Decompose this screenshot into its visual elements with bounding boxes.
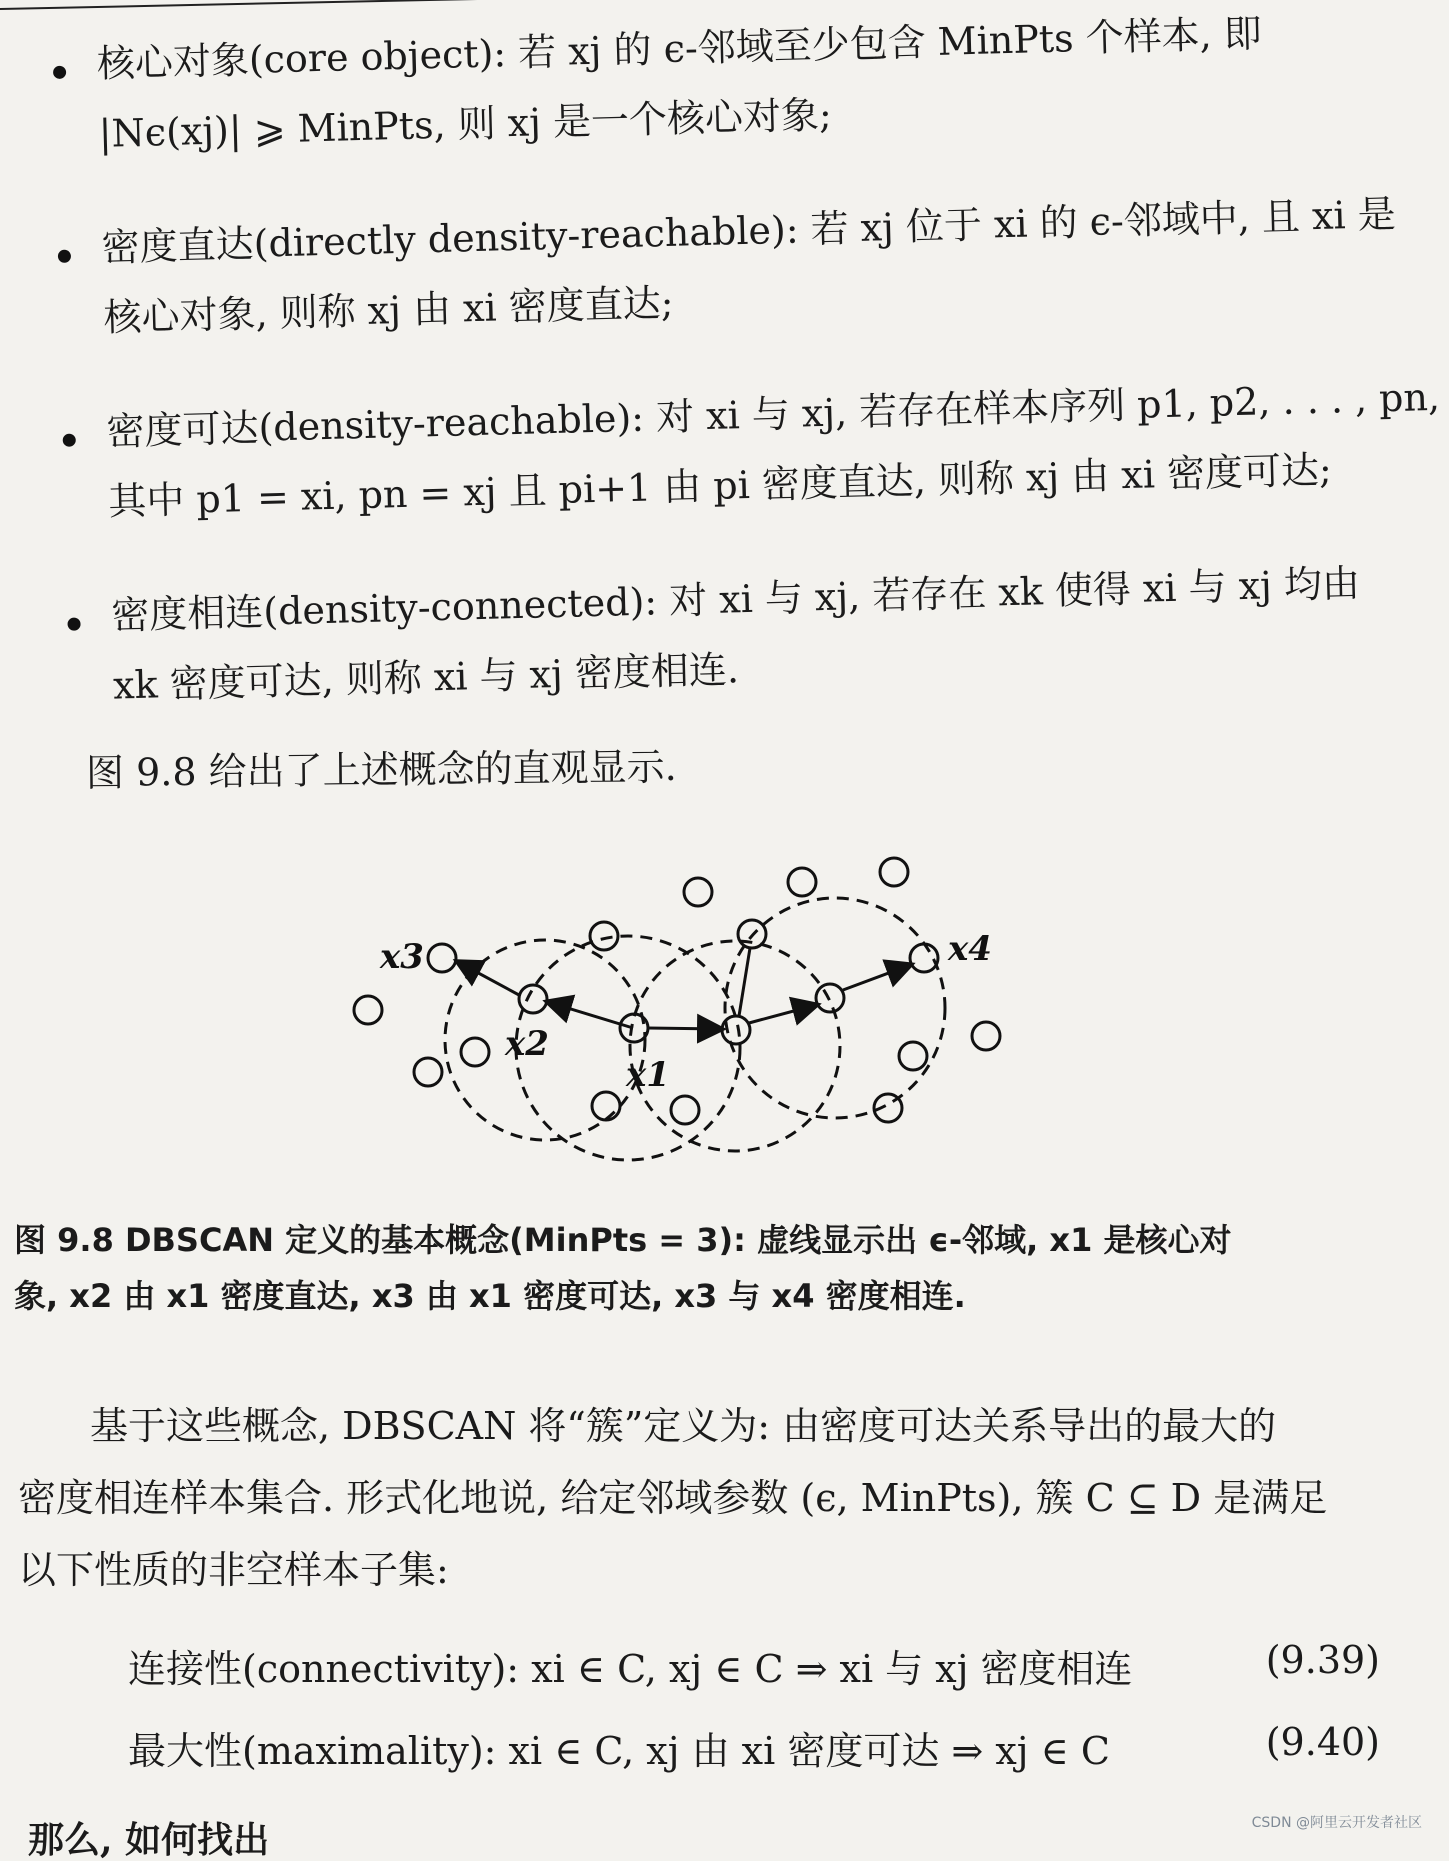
equation-number: (9.40) (1265, 1720, 1380, 1764)
sample-point (684, 878, 712, 906)
bullet-dot-icon (53, 66, 66, 79)
label-x3: x3 (380, 937, 424, 977)
sample-point (592, 1092, 620, 1120)
sample-point (354, 996, 382, 1024)
epsilon-neighborhood (516, 936, 740, 1160)
sample-point (519, 985, 547, 1013)
sample-point (414, 1058, 442, 1086)
formula-connectivity (128, 1638, 1408, 1693)
figure-caption (14, 1212, 1424, 1324)
epsilon-neighborhood (725, 898, 945, 1118)
paragraph-line: 密度相连样本集合. 形式化地说, 给定邻域参数 (ϵ, MinPts), 簇 C ⊆ D 是满足 (18, 1476, 1328, 1520)
reachability-arrow (648, 1028, 721, 1029)
cluster-definition-paragraph (18, 1390, 1418, 1606)
definition-core-object (52, 0, 1385, 170)
reachability-arrow (739, 948, 750, 1016)
sample-point (620, 1014, 648, 1042)
definition-line: 密度直达(directly density-reachable): 若 xj 位于 xi 的 ϵ-邻域中, 且 xi 是 (101, 191, 1397, 270)
caption-line: 象, x2 由 x1 密度直达, x3 由 x1 密度可达, x3 与 x4 密度相连. (14, 1277, 966, 1315)
label-x2: x2 (505, 1024, 549, 1064)
formula-text: 最大性(maximality): xi ∈ C, xj 由 xi 密度可达 ⇒ xj ∈ C (128, 1729, 1110, 1773)
label-x1: x1 (626, 1055, 670, 1095)
sample-point (899, 1042, 927, 1070)
sample-point (428, 944, 456, 972)
formula-text: 连接性(connectivity): xi ∈ C, xj ∈ C ⇒ xi 与 xj 密度相连 (128, 1647, 1133, 1691)
definition-reachable (62, 363, 1441, 538)
equation-number: (9.39) (1265, 1638, 1380, 1682)
top-rule (0, 0, 560, 10)
sample-point (880, 858, 908, 886)
caption-line: 图 9.8 DBSCAN 定义的基本概念(MinPts = 3): 虚线显示出 ϵ-邻域, x1 是核心对 (14, 1221, 1232, 1259)
sample-point (910, 944, 938, 972)
bullet-dot-icon (63, 434, 76, 447)
watermark: CSDN @阿里云开发者社区 (1251, 1815, 1422, 1831)
definition-line: 其中 p1 = xi, pn = xj 且 pi+1 由 pi 密度直达, 则称 xj 由 xi 密度可达; (107, 447, 1333, 524)
figure-intro: 图 9.8 给出了上述概念的直观显示. (85, 744, 677, 795)
reachability-arrow (548, 1002, 633, 1028)
label-x4: x4 (948, 929, 992, 969)
sample-point (590, 922, 618, 950)
reachability-arrow (843, 965, 910, 990)
definition-line: xk 密度可达, 则称 xi 与 xj 密度相连. (112, 647, 740, 708)
definition-line: 核心对象(core object): 若 xj 的 ϵ-邻域至少包含 MinPts 个样本, 即 (96, 11, 1263, 86)
sample-point (972, 1022, 1000, 1050)
paragraph-line: 以下性质的非空样本子集: (18, 1548, 449, 1592)
definition-line: 密度可达(density-reachable): 对 xi 与 xj, 若存在样本序列 p1, p2, . . . , pn, (105, 374, 1441, 454)
epsilon-neighborhood (630, 941, 840, 1151)
definition-connected (66, 547, 1399, 722)
bullet-dot-icon (58, 250, 71, 263)
cut-off-text: 那么, 如何找出 (28, 1819, 270, 1861)
formula-maximality (128, 1720, 1408, 1775)
sample-point (788, 868, 816, 896)
definition-line: |Nϵ(xj)| ⩾ MinPts, 则 xj 是一个核心对象; (98, 92, 833, 156)
definition-line: 核心对象, 则称 xj 由 xi 密度直达; (102, 280, 675, 340)
sample-point (461, 1038, 489, 1066)
bullet-dot-icon (67, 617, 80, 630)
definition-list (52, 0, 1441, 766)
sample-point (671, 1096, 699, 1124)
definition-line: 密度相连(density-connected): 对 xi 与 xj, 若存在 xk 使得 xi 与 xj 均由 (110, 560, 1361, 638)
dbscan-diagram (0, 810, 1436, 1170)
paragraph-line: 基于这些概念, DBSCAN 将“簇”定义为: 由密度可达关系导出的最大的 (90, 1404, 1277, 1448)
definition-directly-reachable (57, 179, 1397, 354)
reachability-arrow (749, 1005, 816, 1023)
dbscan-figure (0, 810, 1436, 1170)
